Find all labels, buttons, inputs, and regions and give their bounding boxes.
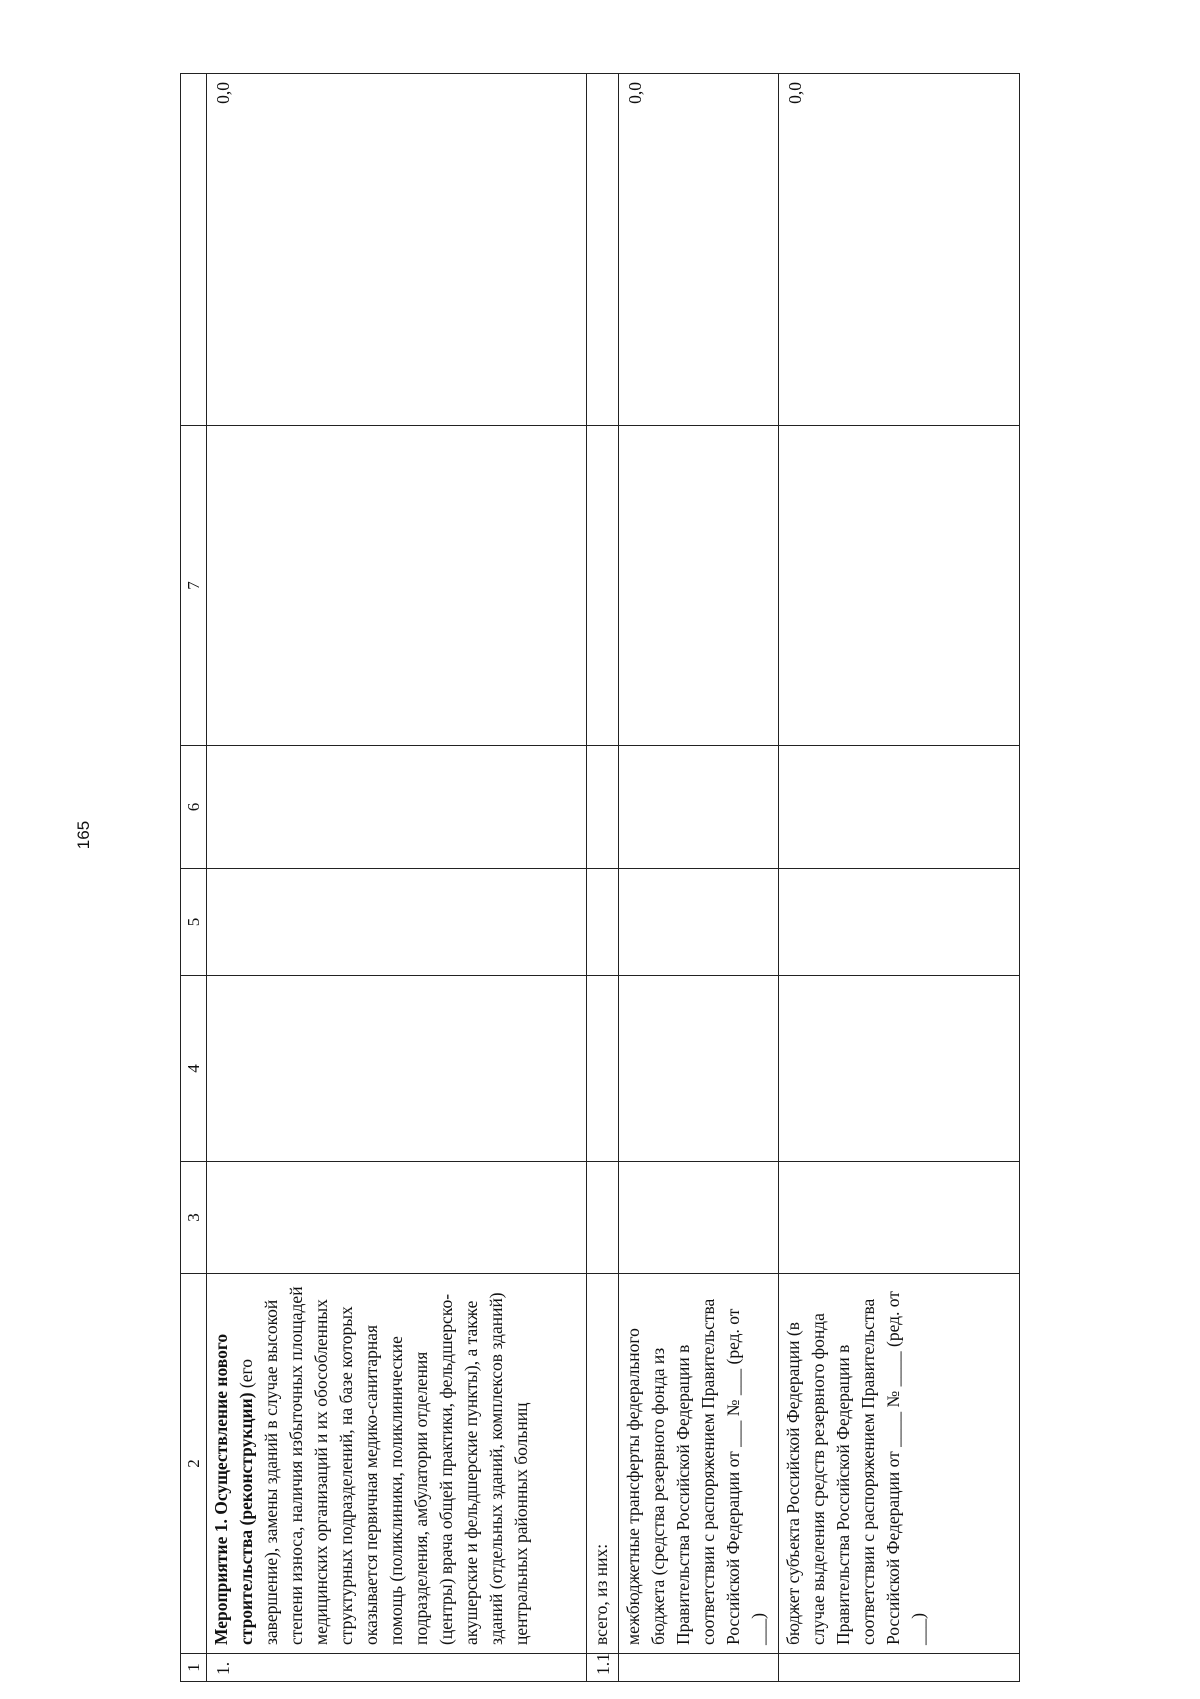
header-cell-7: 7 xyxy=(181,426,207,746)
header-cell-1: 1 xyxy=(181,1654,207,1682)
header-cell-8 xyxy=(181,74,207,426)
row-number xyxy=(619,1654,779,1682)
row-value: 0,0 xyxy=(207,74,587,426)
page-number: 165 xyxy=(74,820,93,850)
row-name-bold: Мероприятие 1. Осуществление нового строительства (реконструкции) xyxy=(211,1333,256,1645)
row-name-text: (его завершение), замены зданий в случае высокой степени износа, наличия избыточных площадей медицинских организаций и их обособленных структурных подразделений, на базе которых оказывается первичная медико-санитарная помощь (поликлиники, поликлинические подразделения, амбулатории отделения (центры) врача общей практики, фельдшерско-акушерские и фельдшерские пункты), а также зданий (отдельных зданий, комплексов зданий) центральных районных больниц xyxy=(236,1286,531,1645)
rotated-table-wrapper xyxy=(180,74,1020,1682)
header-cell-2: 2 xyxy=(181,1274,207,1654)
row-number xyxy=(779,1654,1020,1682)
row-value: 0,0 xyxy=(619,74,779,426)
row-name xyxy=(207,1274,587,1654)
row-name: бюджет субъекта Российской Федерации (в случае выделения средств резервного фонда Правительства Российской Федерации в соответствии с распоряжением Правительства Российской Федерации от ____ № ____ (ред. от ___) xyxy=(779,1274,1020,1654)
row-name: межбюджетные трансферты федерального бюджета (средства резервного фонда из Правительства Российской Федерации в соответствии с распоряжением Правительства Российской Федерации от ___ № ___ (ред. от ___) xyxy=(619,1274,779,1654)
header-cell-5: 5 xyxy=(181,869,207,976)
table-row xyxy=(779,74,1020,1682)
data-table xyxy=(180,73,1020,1682)
row-value xyxy=(587,74,619,426)
table-row xyxy=(587,74,619,1682)
row-name: всего, из них: xyxy=(587,1274,619,1654)
header-cell-6: 6 xyxy=(181,746,207,869)
header-cell-3: 3 xyxy=(181,1162,207,1274)
row-value: 0,0 xyxy=(779,74,1020,426)
table-row xyxy=(619,74,779,1682)
header-row xyxy=(181,74,207,1682)
table-row xyxy=(207,74,587,1682)
header-cell-4: 4 xyxy=(181,976,207,1162)
row-number: 1. xyxy=(207,1654,587,1682)
row-number: 1.1 xyxy=(587,1654,619,1682)
